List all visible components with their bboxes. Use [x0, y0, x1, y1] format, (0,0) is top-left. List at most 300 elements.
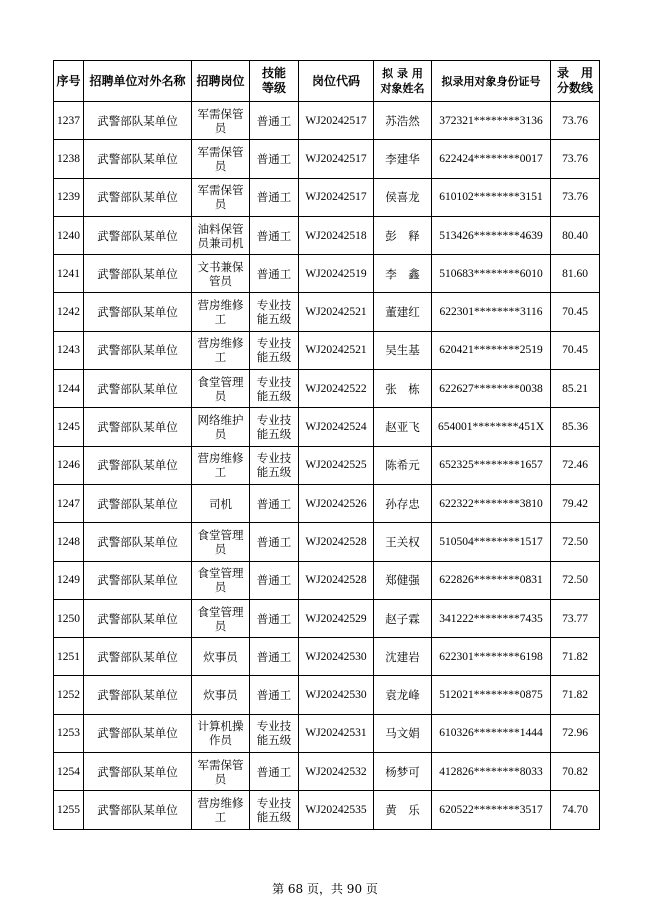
cell-level: [250, 676, 299, 714]
cell-code-text: WJ20242528: [305, 535, 367, 548]
cell-level-text: 普通工: [256, 496, 292, 511]
cell-level-text: 普通工: [256, 228, 292, 243]
cell-level: [250, 561, 299, 599]
table-row: [54, 331, 600, 369]
cell-post: [192, 140, 250, 178]
cell-seq-text: 1246: [57, 459, 80, 472]
cell-unit-text: 武警部队某单位: [97, 688, 178, 703]
cell-unit-text: 武警部队某单位: [97, 190, 178, 205]
cell-code-text: WJ20242531: [305, 727, 367, 740]
cell-score: [551, 753, 600, 791]
cell-level-text: 专业技能五级: [256, 451, 292, 480]
cell-seq: [54, 714, 84, 752]
cell-post-text: 网络维护员: [197, 413, 244, 442]
cell-id-text: 620421********2519: [439, 344, 543, 357]
cell-code: [299, 791, 374, 829]
cell-score: [551, 446, 600, 484]
table-row: [54, 638, 600, 676]
cell-unit-text: 武警部队某单位: [97, 611, 178, 626]
cell-post-text: 军需保管员: [197, 183, 244, 212]
cell-id-text: 622301********3116: [439, 306, 543, 319]
cell-level: [250, 638, 299, 676]
cell-level-text: 普通工: [256, 534, 292, 549]
cell-level: [250, 216, 299, 254]
header-name-line-1: 拟 录 用: [382, 67, 423, 80]
cell-name-text: 郑健强: [385, 573, 420, 588]
cell-score: [551, 216, 600, 254]
cell-post-text: 军需保管员: [197, 757, 244, 786]
cell-name: [374, 599, 432, 637]
cell-code: [299, 216, 374, 254]
cell-seq: [54, 370, 84, 408]
cell-name: [374, 370, 432, 408]
cell-code-text: WJ20242526: [305, 497, 367, 510]
cell-code: [299, 561, 374, 599]
cell-score: [551, 140, 600, 178]
cell-code: [299, 140, 374, 178]
cell-level-text: 普通工: [256, 113, 292, 128]
cell-seq-text: 1244: [57, 382, 80, 395]
cell-level-text: 普通工: [256, 151, 292, 166]
cell-level: [250, 599, 299, 637]
cell-code: [299, 293, 374, 331]
cell-post: [192, 255, 250, 293]
cell-name: [374, 408, 432, 446]
cell-id-text: 610326********1444: [439, 727, 543, 740]
cell-id: [432, 408, 551, 446]
cell-id-text: 620522********3517: [439, 803, 543, 816]
cell-name: [374, 561, 432, 599]
cell-id-text: 341222********7435: [439, 612, 543, 625]
cell-post-text: 军需保管员: [197, 106, 244, 135]
cell-level: [250, 293, 299, 331]
cell-code-text: WJ20242530: [305, 689, 367, 702]
cell-level-text: 普通工: [256, 649, 292, 664]
cell-post-text: 文书兼保管员: [197, 259, 244, 288]
cell-id: [432, 753, 551, 791]
cell-post: [192, 791, 250, 829]
header-level: [250, 61, 299, 102]
cell-code-text: WJ20242517: [305, 191, 367, 204]
cell-level-text: 专业技能五级: [256, 413, 292, 442]
cell-score: [551, 638, 600, 676]
cell-unit-text: 武警部队某单位: [97, 802, 178, 817]
cell-code-text: WJ20242517: [305, 114, 367, 127]
cell-level: [250, 140, 299, 178]
table-row: [54, 140, 600, 178]
cell-seq: [54, 599, 84, 637]
cell-name-text: 董建红: [385, 305, 420, 320]
cell-seq-text: 1240: [57, 229, 80, 242]
cell-seq: [54, 178, 84, 216]
cell-post-text: 炊事员: [203, 649, 238, 664]
cell-id: [432, 140, 551, 178]
cell-id-text: 510683********6010: [439, 267, 543, 280]
cell-unit: [84, 216, 192, 254]
cell-unit-text: 武警部队某单位: [97, 726, 178, 741]
cell-unit: [84, 293, 192, 331]
table-row: [54, 102, 600, 140]
cell-unit: [84, 638, 192, 676]
cell-level-text: 专业技能五级: [256, 298, 292, 327]
table-body: [54, 102, 600, 830]
cell-id-text: 512021********0875: [439, 689, 543, 702]
cell-id-text: 510504********1517: [439, 535, 543, 548]
cell-score: [551, 714, 600, 752]
cell-name: [374, 714, 432, 752]
cell-code: [299, 178, 374, 216]
table-row: [54, 293, 600, 331]
cell-unit: [84, 370, 192, 408]
cell-id: [432, 523, 551, 561]
table-row: [54, 791, 600, 829]
cell-seq-text: 1242: [57, 306, 80, 319]
cell-level-text: 专业技能五级: [256, 336, 292, 365]
table-row: [54, 676, 600, 714]
cell-seq-text: 1245: [57, 421, 80, 434]
cell-name-text: 陈希元: [385, 458, 420, 473]
cell-score: [551, 178, 600, 216]
cell-score: [551, 676, 600, 714]
table-row: [54, 753, 600, 791]
recruitment-table: [53, 60, 600, 830]
cell-post: [192, 102, 250, 140]
cell-seq-text: 1250: [57, 612, 80, 625]
header-name: [374, 61, 432, 102]
cell-unit-text: 武警部队某单位: [97, 151, 178, 166]
cell-name-text: 张 栋: [385, 381, 420, 396]
cell-level-text: 普通工: [256, 266, 292, 281]
cell-code-text: WJ20242530: [305, 650, 367, 663]
cell-id-text: 622301********6198: [439, 650, 543, 663]
cell-score-text: 70.45: [562, 306, 588, 319]
cell-level-text: 普通工: [256, 190, 292, 205]
cell-score-text: 72.46: [562, 459, 588, 472]
cell-level: [250, 331, 299, 369]
cell-post-text: 营房维修工: [197, 298, 244, 327]
cell-score: [551, 102, 600, 140]
cell-name: [374, 446, 432, 484]
table-row: [54, 370, 600, 408]
cell-seq: [54, 676, 84, 714]
table-row: [54, 484, 600, 522]
cell-seq: [54, 293, 84, 331]
cell-score: [551, 255, 600, 293]
cell-seq-text: 1239: [57, 191, 80, 204]
cell-unit-text: 武警部队某单位: [97, 649, 178, 664]
cell-score: [551, 293, 600, 331]
cell-level: [250, 178, 299, 216]
cell-level-text: 专业技能五级: [256, 719, 292, 748]
cell-score-text: 73.76: [562, 191, 588, 204]
header-code: 岗位代码: [299, 61, 374, 102]
cell-post-text: 油料保管员兼司机: [197, 221, 244, 250]
cell-name-text: 沈建岩: [385, 649, 420, 664]
header-post: 招聘岗位: [192, 61, 250, 102]
cell-seq: [54, 216, 84, 254]
cell-seq-text: 1251: [57, 650, 80, 663]
cell-level-text: 普通工: [256, 688, 292, 703]
cell-id-text: 610102********3151: [439, 191, 543, 204]
cell-seq-text: 1237: [57, 114, 80, 127]
cell-unit: [84, 408, 192, 446]
cell-unit: [84, 484, 192, 522]
cell-score-text: 71.82: [562, 689, 588, 702]
cell-level: [250, 791, 299, 829]
cell-name-text: 赵子霖: [385, 611, 420, 626]
cell-seq: [54, 331, 84, 369]
cell-name: [374, 140, 432, 178]
cell-post: [192, 753, 250, 791]
cell-seq-text: 1254: [57, 765, 80, 778]
cell-name-text: 彭 释: [385, 228, 420, 243]
cell-level: [250, 523, 299, 561]
cell-id-text: 513426********4639: [439, 229, 543, 242]
header-score: [551, 61, 600, 102]
cell-seq: [54, 638, 84, 676]
header-score-line-1: 录 用: [556, 66, 593, 80]
cell-unit-text: 武警部队某单位: [97, 764, 178, 779]
cell-code: [299, 255, 374, 293]
cell-id: [432, 714, 551, 752]
cell-name: [374, 638, 432, 676]
cell-name-text: 李 鑫: [385, 266, 420, 281]
cell-seq-text: 1252: [57, 689, 80, 702]
cell-score-text: 71.82: [562, 650, 588, 663]
cell-post-text: 炊事员: [203, 688, 238, 703]
cell-seq: [54, 255, 84, 293]
cell-id: [432, 178, 551, 216]
cell-unit: [84, 102, 192, 140]
cell-seq: [54, 523, 84, 561]
cell-score-text: 85.21: [562, 382, 588, 395]
cell-name-text: 黄 乐: [385, 802, 420, 817]
cell-name: [374, 523, 432, 561]
cell-name-text: 孙存忠: [385, 496, 420, 511]
cell-post: [192, 370, 250, 408]
cell-level: [250, 446, 299, 484]
cell-id-text: 412826********8033: [439, 765, 543, 778]
cell-unit: [84, 255, 192, 293]
cell-post-text: 司机: [209, 496, 232, 511]
cell-score: [551, 791, 600, 829]
cell-level-text: 普通工: [256, 764, 292, 779]
cell-name-text: 马文娟: [385, 726, 420, 741]
cell-unit-text: 武警部队某单位: [97, 305, 178, 320]
cell-unit-text: 武警部队某单位: [97, 496, 178, 511]
cell-code-text: WJ20242528: [305, 574, 367, 587]
cell-level-text: 普通工: [256, 611, 292, 626]
cell-unit: [84, 561, 192, 599]
cell-code: [299, 714, 374, 752]
cell-score-text: 73.76: [562, 114, 588, 127]
cell-score: [551, 523, 600, 561]
table-row: [54, 599, 600, 637]
cell-unit: [84, 714, 192, 752]
cell-code: [299, 676, 374, 714]
cell-name: [374, 102, 432, 140]
cell-score: [551, 331, 600, 369]
page-footer: 第 68 页，共 90 页: [272, 882, 378, 896]
cell-name: [374, 791, 432, 829]
table-row: [54, 523, 600, 561]
cell-score-text: 72.96: [562, 727, 588, 740]
cell-score-text: 80.40: [562, 229, 588, 242]
cell-post-text: 计算机操作员: [197, 719, 244, 748]
cell-name-text: 杨梦可: [385, 764, 420, 779]
cell-name: [374, 216, 432, 254]
cell-seq: [54, 408, 84, 446]
cell-name: [374, 676, 432, 714]
cell-score: [551, 408, 600, 446]
cell-id: [432, 791, 551, 829]
cell-unit-text: 武警部队某单位: [97, 573, 178, 588]
cell-unit-text: 武警部队某单位: [97, 420, 178, 435]
cell-id-text: 622627********0038: [439, 382, 543, 395]
cell-post: [192, 408, 250, 446]
header-seq: 序号: [54, 61, 84, 102]
cell-level: [250, 255, 299, 293]
cell-code: [299, 599, 374, 637]
cell-level: [250, 370, 299, 408]
cell-id: [432, 331, 551, 369]
cell-level: [250, 408, 299, 446]
cell-unit-text: 武警部队某单位: [97, 381, 178, 396]
cell-seq: [54, 753, 84, 791]
cell-name-text: 吴生基: [385, 343, 420, 358]
header-row: [54, 61, 600, 102]
cell-id-text: 622424********0017: [439, 152, 543, 165]
cell-name: [374, 255, 432, 293]
cell-post: [192, 561, 250, 599]
cell-level: [250, 714, 299, 752]
cell-name: [374, 178, 432, 216]
table-row: [54, 178, 600, 216]
cell-unit-text: 武警部队某单位: [97, 343, 178, 358]
cell-score-text: 73.76: [562, 152, 588, 165]
cell-id: [432, 561, 551, 599]
cell-post-text: 营房维修工: [197, 795, 244, 824]
cell-id-text: 622322********3810: [439, 497, 543, 510]
cell-post-text: 营房维修工: [197, 451, 244, 480]
cell-level-text: 专业技能五级: [256, 795, 292, 824]
cell-code-text: WJ20242529: [305, 612, 367, 625]
header-level-line-1: 技能: [261, 66, 286, 80]
cell-code-text: WJ20242524: [305, 421, 367, 434]
cell-unit: [84, 753, 192, 791]
cell-code: [299, 446, 374, 484]
cell-score-text: 74.70: [562, 803, 588, 816]
cell-seq-text: 1241: [57, 267, 80, 280]
cell-level: [250, 102, 299, 140]
cell-unit-text: 武警部队某单位: [97, 228, 178, 243]
cell-unit: [84, 676, 192, 714]
cell-code-text: WJ20242517: [305, 152, 367, 165]
cell-level: [250, 753, 299, 791]
header-unit: 招聘单位对外名称: [84, 61, 192, 102]
cell-id: [432, 484, 551, 522]
cell-code: [299, 331, 374, 369]
cell-post: [192, 331, 250, 369]
cell-seq: [54, 446, 84, 484]
cell-name-text: 袁龙峰: [385, 688, 420, 703]
cell-post: [192, 638, 250, 676]
table-row: [54, 446, 600, 484]
cell-score-text: 85.36: [562, 421, 588, 434]
cell-id-text: 372321********3136: [439, 114, 543, 127]
cell-code: [299, 523, 374, 561]
cell-name: [374, 484, 432, 522]
cell-level: [250, 484, 299, 522]
header-score-line-2: 分数线: [556, 81, 593, 95]
cell-code-text: WJ20242521: [305, 306, 367, 319]
cell-unit-text: 武警部队某单位: [97, 534, 178, 549]
table-row: [54, 255, 600, 293]
cell-name-text: 李建华: [385, 151, 420, 166]
cell-seq-text: 1255: [57, 803, 80, 816]
cell-id: [432, 216, 551, 254]
cell-id: [432, 676, 551, 714]
cell-code-text: WJ20242525: [305, 459, 367, 472]
cell-unit: [84, 599, 192, 637]
cell-seq-text: 1238: [57, 152, 80, 165]
cell-unit-text: 武警部队某单位: [97, 113, 178, 128]
cell-code: [299, 408, 374, 446]
cell-name: [374, 293, 432, 331]
cell-code: [299, 484, 374, 522]
cell-seq: [54, 561, 84, 599]
cell-id: [432, 293, 551, 331]
cell-name-text: 赵亚飞: [385, 420, 420, 435]
cell-code-text: WJ20242522: [305, 382, 367, 395]
cell-seq: [54, 791, 84, 829]
cell-score-text: 70.45: [562, 344, 588, 357]
cell-post-text: 食堂管理员: [197, 527, 244, 556]
cell-id-text: 622826********0831: [439, 574, 543, 587]
cell-code: [299, 638, 374, 676]
cell-unit: [84, 331, 192, 369]
cell-unit: [84, 791, 192, 829]
cell-post-text: 食堂管理员: [197, 374, 244, 403]
cell-name-text: 苏浩然: [385, 113, 420, 128]
cell-id: [432, 255, 551, 293]
cell-unit: [84, 523, 192, 561]
cell-name: [374, 331, 432, 369]
cell-seq: [54, 140, 84, 178]
cell-post: [192, 446, 250, 484]
cell-seq-text: 1253: [57, 727, 80, 740]
cell-post-text: 军需保管员: [197, 144, 244, 173]
cell-level-text: 专业技能五级: [256, 374, 292, 403]
cell-unit-text: 武警部队某单位: [97, 458, 178, 473]
cell-seq: [54, 484, 84, 522]
cell-post: [192, 676, 250, 714]
cell-score: [551, 484, 600, 522]
cell-code-text: WJ20242535: [305, 803, 367, 816]
cell-post-text: 食堂管理员: [197, 604, 244, 633]
cell-id: [432, 370, 551, 408]
cell-score-text: 70.82: [562, 765, 588, 778]
cell-code: [299, 370, 374, 408]
cell-unit-text: 武警部队某单位: [97, 266, 178, 281]
cell-score: [551, 370, 600, 408]
cell-name-text: 王关权: [385, 534, 420, 549]
cell-score: [551, 561, 600, 599]
cell-post: [192, 293, 250, 331]
cell-code-text: WJ20242532: [305, 765, 367, 778]
cell-id-text: 652325********1657: [439, 459, 543, 472]
cell-id: [432, 446, 551, 484]
